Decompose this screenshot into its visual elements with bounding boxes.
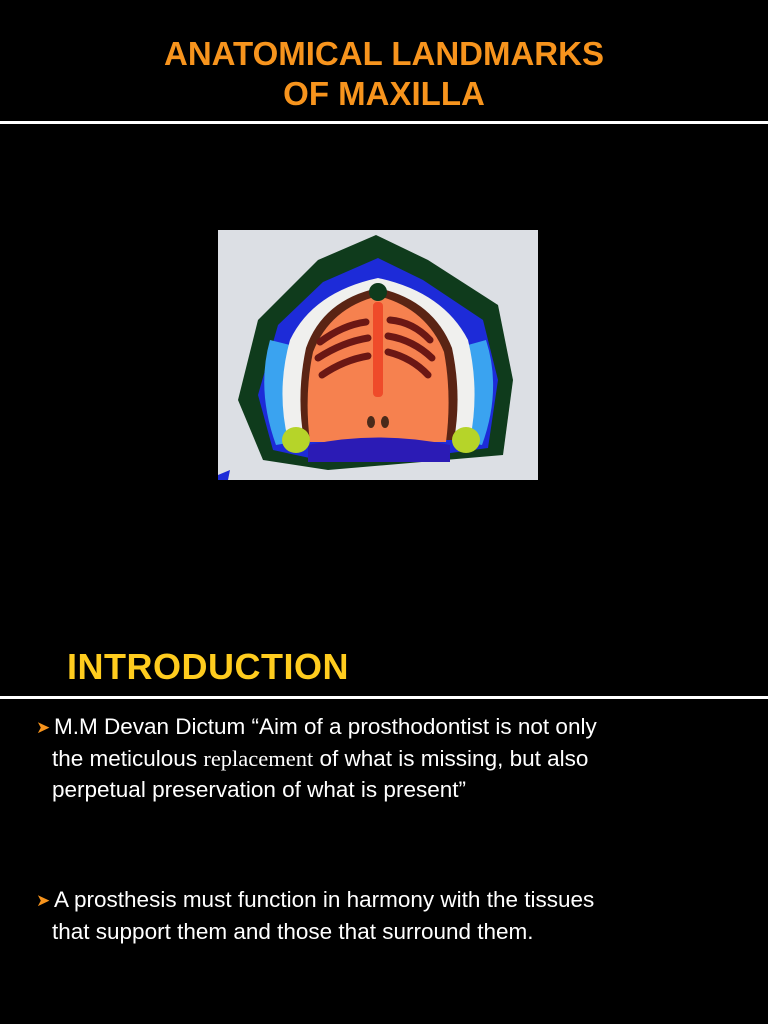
bullet-2-line-2: that support them and those that surround them. bbox=[52, 919, 534, 944]
bullet-1-line-2-post: of what is missing, but also bbox=[313, 746, 589, 771]
arrow-bullet-icon: ➤ bbox=[36, 718, 51, 737]
introduction-divider bbox=[0, 696, 768, 699]
slide-title-heading bbox=[0, 34, 768, 114]
bullet-1-line-2 bbox=[36, 743, 748, 774]
bullet-1-line-2-pre: the meticulous bbox=[52, 746, 204, 771]
bullet-1-line-2-serif: replacement bbox=[203, 746, 314, 771]
bullet-quote bbox=[36, 711, 748, 805]
title-line-2: OF MAXILLA bbox=[283, 75, 485, 112]
arrow-bullet-icon: ➤ bbox=[36, 891, 51, 910]
bullet-prosthesis bbox=[36, 884, 748, 947]
title-line-1: ANATOMICAL LANDMARKS bbox=[164, 35, 604, 72]
title-divider bbox=[0, 121, 768, 124]
maxilla-cast-illustration bbox=[218, 230, 538, 480]
bullet-1-line-1: M.M Devan Dictum “Aim of a prosthodontist is not only bbox=[54, 714, 597, 739]
bullet-1-line-3: perpetual preservation of what is present” bbox=[52, 777, 466, 802]
slide-introduction bbox=[0, 610, 768, 1024]
maxilla-cast-image bbox=[218, 230, 538, 480]
introduction-heading: INTRODUCTION bbox=[67, 646, 349, 687]
bullet-2-line-1: A prosthesis must function in harmony with the tissues bbox=[54, 887, 595, 912]
